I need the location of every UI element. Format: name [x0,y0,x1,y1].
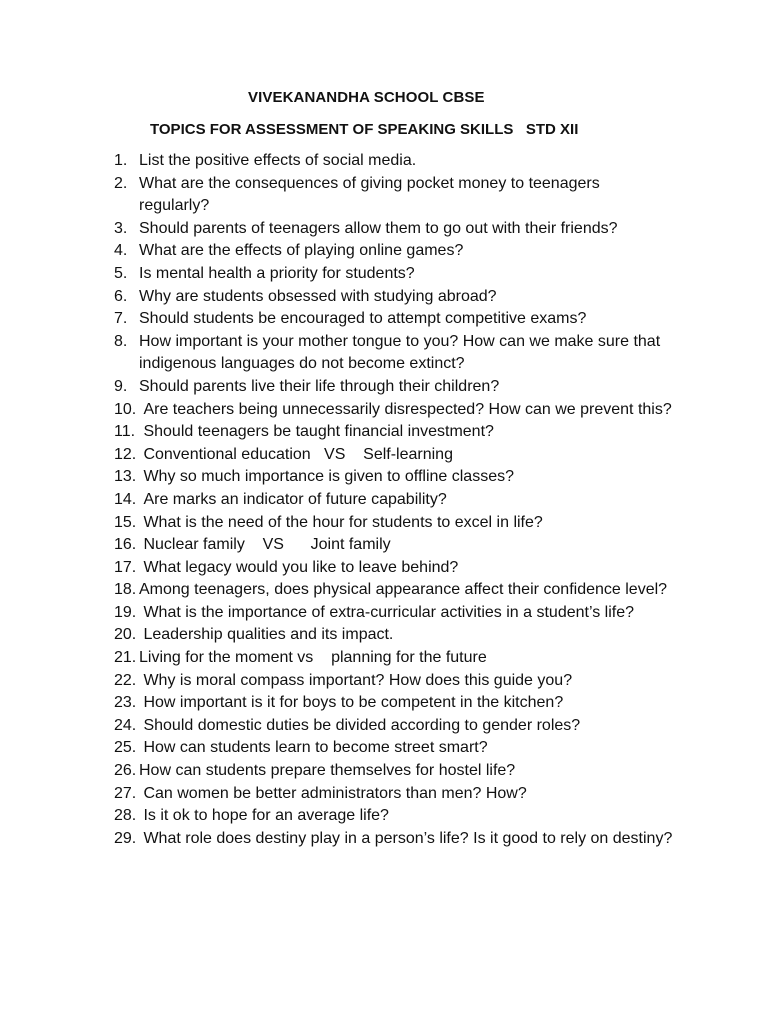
list-item [114,579,674,602]
topic-text: What are the effects of playing online games? [139,242,464,260]
list-item [114,399,674,422]
topic-number: 27. [114,784,137,802]
topic-number: 14. [114,490,137,508]
topic-number: 4. [114,242,128,260]
topic-text: Should teenagers be taught financial investment? [139,423,494,441]
list-item [114,624,674,647]
topic-text: How can students learn to become street smart? [139,739,488,757]
list-item [114,534,674,557]
topic-number: 25. [114,739,137,757]
topic-number: 9. [114,377,128,395]
topic-number: 11. [114,423,136,441]
list-item [114,670,674,693]
topic-text: Can women be better administrators than men? How? [139,784,527,802]
topic-text: Should parents live their life through their children? [139,377,500,395]
topic-text: Should students be encouraged to attempt competitive exams? [139,310,587,328]
list-item [114,376,674,399]
list-item [114,173,674,218]
list-item [114,783,674,806]
topic-text: Why are students obsessed with studying abroad? [139,287,497,305]
topic-text: Nuclear family VS Joint family [139,536,391,554]
topic-number: 8. [114,332,128,350]
topic-text: What legacy would you like to leave behind? [139,558,459,576]
list-item [114,421,674,444]
list-item [114,240,674,263]
topic-number: 15. [114,513,137,531]
topic-number: 6. [114,287,128,305]
topic-text: Why is moral compass important? How does this guide you? [139,671,573,689]
topic-number: 10. [114,400,137,418]
list-item [114,331,674,376]
list-item [114,263,674,286]
list-item [114,466,674,489]
topic-number: 19. [114,603,137,621]
list-item [114,692,674,715]
topic-text: Is mental health a priority for students? [139,264,415,282]
topic-text: What is the importance of extra-curricular activities in a student’s life? [139,603,635,621]
list-item [114,489,674,512]
topic-text: What are the consequences of giving pocket money to teenagers regularly? [139,174,605,215]
topic-number: 12. [114,445,137,463]
topic-text: Leadership qualities and its impact. [139,626,394,644]
school-title: VIVEKANANDHA SCHOOL CBSE [248,89,485,106]
list-item [114,512,674,535]
topic-number: 20. [114,626,137,644]
topic-number: 17. [114,558,137,576]
topic-text: What is the need of the hour for students to excel in life? [139,513,543,531]
topic-text: Among teenagers, does physical appearance affect their confidence level? [139,581,668,599]
list-item [114,647,674,670]
topic-number: 1. [114,152,128,169]
list-item [114,308,674,331]
topic-text: How important is it for boys to be competent in the kitchen? [139,694,564,712]
topic-number: 18. [114,581,137,599]
list-item [114,828,674,851]
list-item [114,557,674,580]
topic-text: List the positive effects of social media. [139,152,417,169]
topic-text: Why so much importance is given to offline classes? [139,468,514,486]
topic-text: Should domestic duties be divided according to gender roles? [139,716,581,734]
topic-text: How can students prepare themselves for hostel life? [139,762,516,780]
topic-text: Are marks an indicator of future capability? [139,490,447,508]
topic-number: 3. [114,219,128,237]
list-item [114,150,674,173]
topic-number: 5. [114,264,128,282]
list-item [114,286,674,309]
topic-text: Are teachers being unnecessarily disrespected? How can we prevent this? [139,400,672,418]
topic-number: 16. [114,536,137,554]
list-item [114,805,674,828]
topic-number: 13. [114,468,137,486]
topic-text: How important is your mother tongue to you? How can we make sure that indigenous languages do not become extinct? [139,332,665,373]
topic-number: 23. [114,694,137,712]
topic-number: 2. [114,174,128,192]
list-item [114,715,674,738]
topic-number: 24. [114,716,137,734]
topic-list [114,150,674,850]
topic-number: 28. [114,807,137,825]
topic-text: Is it ok to hope for an average life? [139,807,389,825]
topic-number: 26. [114,762,137,780]
topic-number: 21. [114,649,137,667]
topic-number: 22. [114,671,137,689]
list-item [114,602,674,625]
topic-number: 7. [114,310,128,328]
document-subtitle: TOPICS FOR ASSESSMENT OF SPEAKING SKILLS STD XII [150,121,579,138]
list-item [114,760,674,783]
topic-text: Conventional education VS Self-learning [139,445,453,463]
list-item [114,737,674,760]
list-item [114,218,674,241]
list-item [114,444,674,467]
topic-text: What role does destiny play in a person’s life? Is it good to rely on destiny? [139,829,673,847]
topic-text: Should parents of teenagers allow them to go out with their friends? [139,219,618,237]
topic-number: 29. [114,829,137,847]
topic-text: Living for the moment vs planning for the future [139,649,487,667]
